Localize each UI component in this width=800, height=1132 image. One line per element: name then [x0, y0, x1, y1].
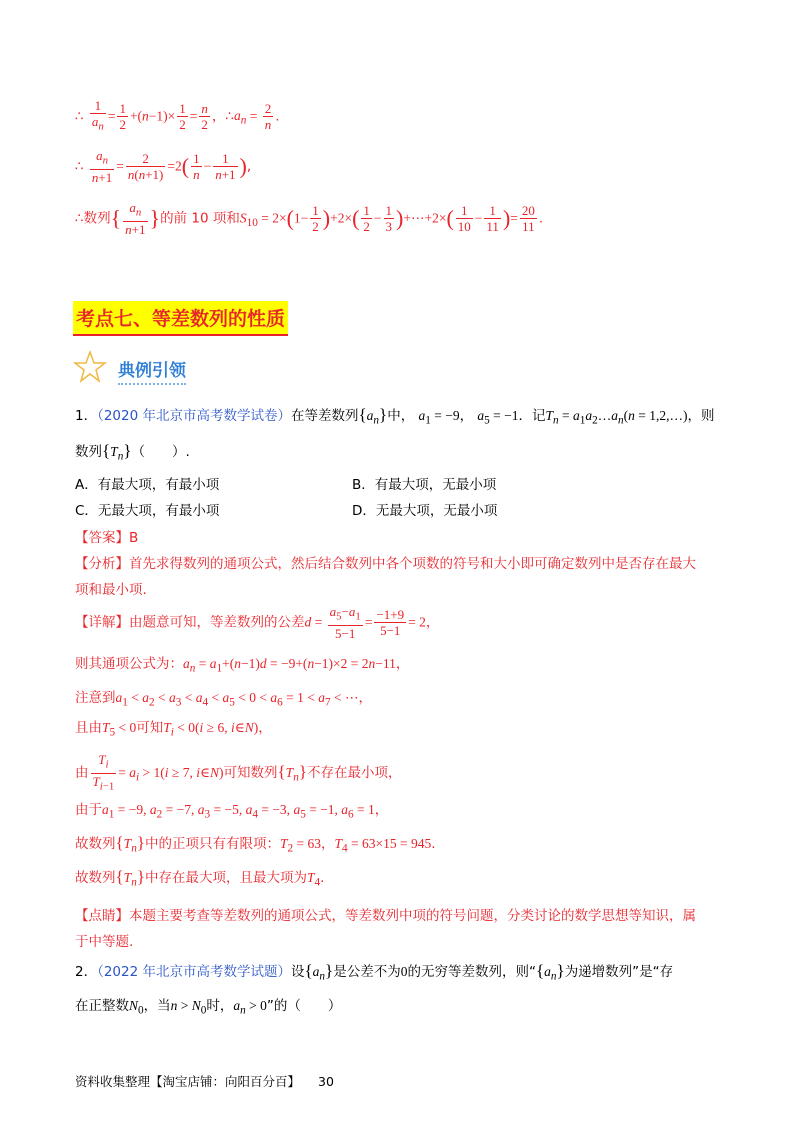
fraction: $\frac{1}{2}$: [312, 202, 319, 234]
solution-line-2: ∴ $\frac{a_n}{n+1}$ = $\frac{2}{n(n+1)}$ =2( $\frac{1}{n}$ − $\frac{1}{n+1}$ ),: [75, 148, 252, 185]
analysis-line-1: 【分析】首先求得数列的通项公式，然后结合数列中各个项数的符号和大小即可确定数列中是否存在最大: [75, 556, 696, 572]
fraction: $\frac{a_5-a_1}{5-1}$: [329, 604, 361, 641]
text: 可知: [136, 720, 164, 736]
fraction: $\frac{1}{11}$: [486, 202, 499, 234]
footer-text: 资料收集整理【淘宝店铺：向阳百分百】: [75, 1074, 301, 1089]
text: 中，: [387, 408, 415, 424]
star-icon: [73, 350, 107, 384]
detail-line: 【详解】由题意可知，等差数列的公差d = $\frac{a_5-a_1}{5-1}$ = $\frac{-1+9}{5-1}$ = 2，: [75, 604, 440, 641]
q1-line-2: 数列$\{T_n\}$（ ）.: [75, 441, 190, 463]
text: （ ）.: [131, 444, 190, 460]
text: .: [320, 870, 325, 886]
fraction: $\frac{a_n}{n+1}$: [125, 200, 146, 237]
comma: ,: [246, 158, 252, 175]
fraction: $\frac{1}{n}$: [193, 150, 200, 182]
fraction: $\frac{1}{n+1}$: [215, 150, 236, 182]
text: 不存在最小项，: [306, 765, 402, 782]
fraction: $\frac{1}{3}$: [385, 202, 393, 234]
text: 由: [75, 765, 89, 782]
text: ，: [358, 690, 372, 706]
solution-line-3: ∴数列{ $\frac{a_n}{n+1}$ }的前 10 项和$S_{10} = 2\times(1-$ $\frac{1}{2}$ )+2×( $\frac{1}{2}$ − $\frac{1}{3}$ )+⋯+2×( $\frac{1}{10}$ − $\frac{1}{11}$ )= $\frac{20}{11}$ .: [75, 200, 544, 237]
text: ∴数列: [75, 210, 111, 227]
fraction: $\frac{-1+9}{5-1}$: [376, 606, 405, 638]
text: 可知数列: [223, 765, 278, 782]
text: 故数列: [75, 836, 116, 852]
text: 设: [291, 964, 305, 980]
text: ，则: [687, 408, 715, 424]
question-source: （2020 年北京市高考数学试卷）: [97, 408, 291, 424]
period: .: [538, 210, 544, 227]
zero: 0: [400, 964, 408, 979]
fraction: $\frac{2}{n}$: [264, 100, 272, 132]
comment-line-1: 【点睛】本题主要考查等差数列的通项公式，等差数列中项的符号问题，分类讨论的数学思想等知识，属: [75, 908, 696, 924]
period: .: [275, 108, 280, 125]
text: 是公差不为: [333, 964, 401, 980]
text: ，: [374, 802, 389, 818]
text: 在正整数: [75, 998, 129, 1014]
therefore-symbol: ∴: [75, 108, 84, 125]
text: ，: [459, 408, 474, 424]
text: 【详解】由题意可知，等差数列的公差: [75, 614, 305, 631]
text: 且由: [75, 720, 102, 736]
text: ，: [395, 656, 410, 672]
page-number: 30: [318, 1074, 334, 1089]
text: 注意到: [75, 690, 116, 706]
fraction: $\frac{20}{11}$: [521, 202, 535, 234]
fraction: $\frac{1}{2}$: [119, 100, 126, 132]
since-line: 且由$T_5 < 0$可知$T_i < 0(i \ge 6$, i∈N)，: [75, 720, 272, 739]
q2-line-1: 2．（2022 年北京市高考数学试题）设$\{a_n\}$是公差不为0的无穷等差数列，则“$\{a_n\}$为递增数列”是“存: [75, 961, 674, 983]
text: ，当: [143, 998, 171, 1014]
fraction: $\frac{1}{10}$: [457, 202, 471, 234]
positive-terms-line: 故数列$\{T_n\}$中的正项只有有限项：$T_2 = 63$，$T_4 = 63\times 15 = 945$.: [75, 833, 436, 855]
analysis-line-2: 项和最小项.: [75, 582, 147, 598]
text: 则其通项公式为：: [75, 656, 183, 672]
text: ”的（ ）: [266, 998, 342, 1014]
text: 中存在最大项，且最大项为: [144, 870, 307, 886]
comment-line-2: 于中等题.: [75, 934, 134, 950]
text: ，: [321, 836, 335, 852]
q2-line-2: 在正整数$N_0$，当$n > N_0$时，$a_n > 0$”的（ ）: [75, 998, 342, 1017]
answer: 【答案】B: [75, 530, 139, 546]
text: 在等差数列: [291, 408, 359, 424]
text: 的无穷等差数列，则“: [407, 964, 536, 980]
text: .: [431, 836, 436, 852]
q1-line-1: 1．（2020 年北京市高考数学试卷）在等差数列$\{a_n\}$中， $a_1 = -9$， $a_5 = -1$．记$T_n$ = $a_1a_2\dots a_n(n$ = 1,2,…)，则: [75, 405, 715, 427]
note-line: 注意到$a_1 < a_2 < a_3 < a_4 < a_5 < 0 < a_6 = 1 < a_7$ < ⋯，: [75, 690, 372, 709]
fraction: $\frac{a_n}{n+1}$: [91, 148, 113, 185]
general-term-line: 则其通项公式为：$a_n = a_1+(n-1)d = -9+(n-1)\times 2 = 2n-11$，: [75, 656, 410, 675]
text: ，: [425, 614, 440, 631]
question-source: （2022 年北京市高考数学试题）: [97, 964, 291, 980]
question-number: 2．: [75, 964, 98, 980]
page-footer: [75, 1072, 334, 1090]
section-heading: 考点七、等差数列的性质: [73, 301, 288, 336]
separator: ，∴: [211, 108, 234, 125]
fraction: $\frac{1}{2}$: [363, 202, 370, 234]
text: 故数列: [75, 870, 116, 886]
text: ，: [258, 720, 272, 736]
max-term-line: 故数列$\{T_n\}$中存在最大项，且最大项为$T_4$.: [75, 867, 325, 889]
text: 数列: [75, 444, 102, 460]
text: 时，: [206, 998, 234, 1014]
text: 中的正项只有有限项：: [144, 836, 280, 852]
option-d[interactable]: D．无最大项，无最小项: [352, 503, 498, 519]
text: ．记: [518, 408, 546, 424]
option-b[interactable]: B．有最大项，无最小项: [352, 477, 497, 493]
fraction: $\frac{2}{n(n+1)}$: [127, 150, 164, 182]
solution-line-1: ∴ $\frac{1}{a_n}$ = $\frac{1}{2}$ +(n−1)× $\frac{1}{2}$ = $\frac{n}{2}$ ，$\therefore a_n$ = $\frac{2}{n}$ .: [75, 98, 280, 133]
option-c[interactable]: C．无最大项，有最小项: [75, 503, 220, 519]
option-a[interactable]: A．有最大项，有最小项: [75, 477, 220, 493]
fraction: $\frac{n}{2}$: [201, 100, 208, 132]
fraction: $\frac{T_i}{T_{i-1}}$: [92, 752, 115, 793]
values-line: 由于$a_1 = -9$, $a_2 = -7$, $a_3 = -5$, $a_4 = -3$, $a_5 = -1$, $a_6 = 1$，: [75, 802, 389, 821]
text: 为递增数列”是“存: [564, 964, 674, 980]
example-label-text: 典例引领: [118, 356, 186, 385]
fraction: $\frac{1}{a_n}$: [91, 98, 104, 133]
text: 由于: [75, 802, 102, 818]
fraction: $\frac{1}{2}$: [179, 100, 186, 132]
ratio-line: 由 $\frac{T_i}{T_{i-1}}$ = $a_i > 1(i \ge 7$, i∈N)可知数列$\{T_n\}$不存在最小项，: [75, 752, 402, 793]
therefore-symbol: ∴: [75, 158, 84, 175]
text: 的前 10 项和: [160, 210, 240, 227]
question-number: 1．: [75, 408, 98, 424]
